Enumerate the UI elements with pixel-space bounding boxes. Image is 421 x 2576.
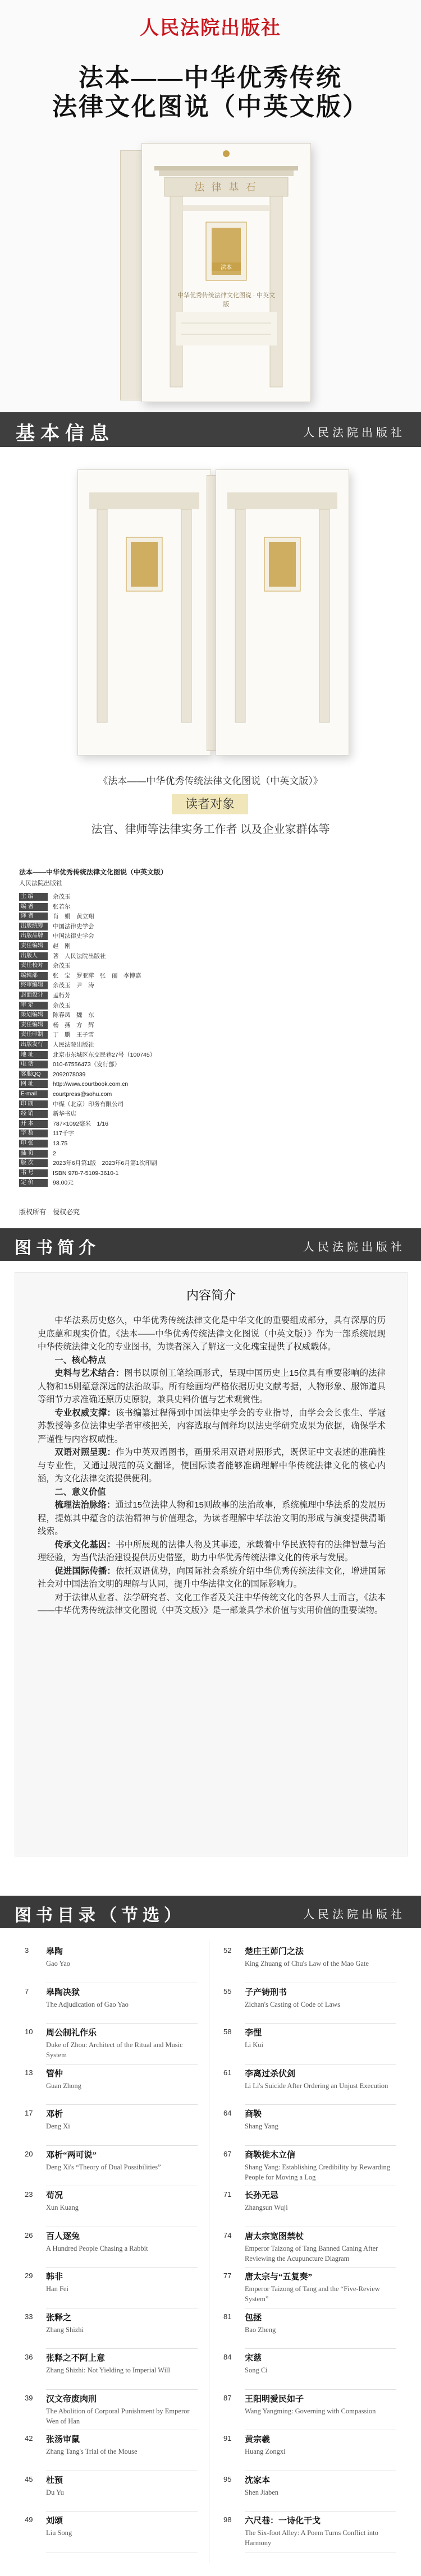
toc-page-number: 29 xyxy=(25,2271,33,2280)
cip-value: 人民法院出版社 xyxy=(53,1042,94,1048)
cip-label: 出版人 xyxy=(19,952,48,960)
intro-text: 依托双语优势，向国际社会系统介绍中华优秀传统法律文化，增进国际社会对中国法治文明的理解与认同，提升中华法律文化的国际影响力。 xyxy=(38,1566,386,1589)
cip-row xyxy=(19,1080,266,1089)
cip-label: 字 数 xyxy=(19,1130,48,1137)
cip-row xyxy=(19,992,266,1001)
toc-title-en: Deng Xi xyxy=(46,2122,70,2130)
toc-title-zh: 唐太宗与“五复奏” xyxy=(245,2273,313,2282)
toc-title-en: Wang Yangming: Governing with Compassion xyxy=(245,2407,376,2415)
toc-title-zh: 刘颂 xyxy=(46,2517,63,2526)
intro-text: 二、意义价值 xyxy=(54,1487,106,1497)
cip-value: http://www.courtbook.com.cn xyxy=(53,1081,129,1088)
cip-label: 审 定 xyxy=(19,1002,48,1010)
toc-page-number: 67 xyxy=(223,2149,232,2158)
toc-page-number: 20 xyxy=(25,2149,33,2158)
cip-value: 中国法律史学会 xyxy=(53,923,94,930)
cip-label: 客服QQ xyxy=(19,1071,48,1079)
toc-page-number: 39 xyxy=(25,2393,33,2402)
cip-label: 版 次 xyxy=(19,1159,48,1167)
cip-title: 法本——中华优秀传统法律文化图说（中英文版） xyxy=(19,868,168,876)
toc-page-number: 7 xyxy=(25,1987,29,1996)
cip-row xyxy=(19,1051,266,1060)
cip-row xyxy=(19,903,266,912)
books-photo xyxy=(0,447,421,767)
intro-paragraph xyxy=(38,1591,386,1618)
cip-row xyxy=(19,1159,266,1168)
cip-row xyxy=(19,1021,266,1030)
book-back-cover xyxy=(77,469,211,755)
intro-subheading xyxy=(38,1354,386,1367)
section-publisher: 人民法院出版社 xyxy=(303,1909,405,1921)
cip-row xyxy=(19,1002,266,1011)
cip-label: 定 价 xyxy=(19,1179,48,1187)
toc-title-zh: 商鞅 xyxy=(245,2110,262,2119)
toc-title-zh: 皋陶决狱 xyxy=(46,1988,80,1997)
cip-row xyxy=(19,932,266,941)
cip-row xyxy=(19,1011,266,1020)
toc-title-en: Li Li's Suicide After Ordering an Unjust Execution xyxy=(245,2081,388,2090)
cip-row xyxy=(19,942,266,951)
toc-separator xyxy=(245,2348,396,2349)
toc-page-number: 55 xyxy=(223,1987,232,1996)
toc-page-number: 74 xyxy=(223,2231,232,2239)
toc-title-zh: 汉文帝废肉刑 xyxy=(46,2394,97,2404)
product-title: 《法本——中华优秀传统法律文化图说（中英文版）》 xyxy=(98,776,323,786)
cip-row xyxy=(19,1110,266,1119)
toc-separator xyxy=(46,2348,198,2349)
toc-title-en: The Six-foot Alley: A Poem Turns Conflict into Harmony xyxy=(245,2529,378,2547)
cip-label: 终审编辑 xyxy=(19,981,48,989)
section-title: 基本信息 xyxy=(16,423,115,444)
toc-title-en: Zichan's Casting of Code of Laws xyxy=(245,2000,340,2008)
intro-text: 一、核心特点 xyxy=(54,1355,106,1365)
gate-illustration-right xyxy=(216,470,349,755)
intro-paragraph xyxy=(38,1314,386,1354)
hero-title-line2: 法律文化图说（中英文版） xyxy=(52,93,369,121)
cip-row xyxy=(19,1071,266,1080)
toc-title-zh: 商鞅徙木立信 xyxy=(245,2150,296,2160)
toc-title-zh: 王阳明爱民如子 xyxy=(245,2394,304,2404)
cover-caption: 中华优秀传统法律文化图说 · 中英文版 xyxy=(177,292,276,308)
toc-title-zh: 杜预 xyxy=(46,2476,63,2485)
intro-text: 作为中英双语图书，画册采用双语对照形式，既保证中文表述的准确性与专业性，又通过规范的英文翻译，使国际读者能够准确理解中华传统法律文化的核心内涵，为文化法律交流提供便利。 xyxy=(38,1448,386,1483)
toc-separator xyxy=(46,2023,198,2024)
toc-title-en: Zhang Shizhi: Not Yielding to Imperial Will xyxy=(46,2366,170,2374)
cip-info-block xyxy=(19,867,266,1218)
cip-value: 新华书店 xyxy=(53,1110,76,1118)
cip-row xyxy=(19,1061,266,1070)
toc-title-en: Han Fei xyxy=(46,2285,68,2293)
intro-lead: 梳理法治脉络： xyxy=(54,1500,116,1510)
cip-label: 书 号 xyxy=(19,1169,48,1177)
toc-title-en: Zhang Tang's Trial of the Mouse xyxy=(46,2448,138,2455)
toc-separator xyxy=(245,2104,396,2105)
toc-separator xyxy=(245,2023,396,2024)
cip-value: courtpress@sohu.com xyxy=(53,1091,112,1098)
audience-heading: 读者对象 xyxy=(172,794,248,814)
toc-title-en: King Zhuang of Chu's Law of the Mao Gate xyxy=(245,1960,369,1967)
toc-page-number: 33 xyxy=(25,2312,33,2321)
cip-value: ISBN 978-7-5109-3610-1 xyxy=(53,1169,119,1177)
cip-value: 杨 燕 方 辉 xyxy=(53,1021,94,1029)
cip-row xyxy=(19,1150,266,1159)
toc-page-number: 91 xyxy=(223,2434,232,2443)
publisher-name: 人民法院出版社 xyxy=(140,18,281,39)
cip-row xyxy=(19,923,266,932)
cip-subtitle: 人民法院出版社 xyxy=(19,880,62,887)
cip-row xyxy=(19,1120,266,1129)
cip-value: 余茂玉 xyxy=(53,893,71,900)
toc-separator xyxy=(245,2267,396,2268)
toc-title-en: Emperor Taizong of Tang and the “Five-Review System” xyxy=(245,2285,380,2303)
cip-rows xyxy=(19,893,266,1185)
intro-lead: 促进国际传播： xyxy=(54,1566,116,1576)
toc-separator xyxy=(46,2511,198,2512)
book-front-cover xyxy=(216,469,349,755)
section-publisher: 人民法院出版社 xyxy=(303,1241,405,1254)
toc-title-en: Zhangsun Wuji xyxy=(245,2204,288,2211)
cip-row xyxy=(19,1169,266,1178)
cip-value: 余茂玉 尹 涛 xyxy=(53,982,94,989)
cip-value: 陈春凤 魏 东 xyxy=(53,1012,94,1019)
cip-row xyxy=(19,981,266,990)
toc-title-en: Liu Song xyxy=(46,2529,72,2537)
toc-page-number: 13 xyxy=(25,2068,33,2077)
cip-row xyxy=(19,913,266,921)
toc-separator xyxy=(245,2064,396,2065)
toc-title-zh: 百人逐兔 xyxy=(46,2232,80,2241)
intro-box xyxy=(15,1272,408,1856)
toc-title-en: A Hundred People Chasing a Rabbit xyxy=(46,2244,148,2252)
toc-title-en: Emperor Taizong of Tang Banned Caning After Reviewing the Acupuncture Diagram xyxy=(245,2244,378,2262)
cip-value: 著 人民法院出版社 xyxy=(53,952,106,960)
section-banner-toc xyxy=(0,1896,421,1928)
toc-page-number: 77 xyxy=(223,2271,232,2280)
cip-row xyxy=(19,1140,266,1149)
cip-row xyxy=(19,962,266,971)
intro-paragraph xyxy=(38,1446,386,1486)
toc-page-number: 36 xyxy=(25,2353,33,2361)
toc-page-number: 87 xyxy=(223,2393,232,2402)
toc-title-en: Shang Yang xyxy=(245,2122,278,2130)
toc-title-zh: 张释之 xyxy=(46,2313,72,2322)
toc-title-zh: 黄宗羲 xyxy=(245,2435,271,2444)
intro-paragraph xyxy=(38,1407,386,1446)
cip-label: 责任编辑 xyxy=(19,942,48,950)
intro-lead: 传承文化基因： xyxy=(54,1540,116,1550)
cip-row xyxy=(19,1100,266,1109)
cip-label: 主 编 xyxy=(19,893,48,901)
cip-row xyxy=(19,1041,266,1050)
toc-title-zh: 唐太宗宽囹禁杖 xyxy=(245,2232,304,2241)
toc-title-zh: 宋慈 xyxy=(245,2354,262,2363)
toc-separator xyxy=(46,2389,198,2390)
cip-row xyxy=(19,1179,266,1188)
cip-value: 丁 鹏 王子雪 xyxy=(53,1031,94,1039)
toc-title-en: Xun Kuang xyxy=(46,2204,79,2211)
toc-title-en: Li Kui xyxy=(245,2041,263,2049)
cip-label: 封面设计 xyxy=(19,992,48,999)
cip-value: 北京市东城区东交民巷27号（100745） xyxy=(53,1051,156,1058)
toc-separator xyxy=(245,2389,396,2390)
cip-value: 117千字 xyxy=(53,1130,74,1137)
toc-page-number: 10 xyxy=(25,2027,33,2036)
toc-separator xyxy=(46,2145,198,2146)
intro-subheading xyxy=(38,1486,386,1499)
cip-label: 印 张 xyxy=(19,1140,48,1148)
cip-value: 13.75 xyxy=(53,1140,68,1147)
cip-value: 2092078039 xyxy=(53,1071,86,1078)
cip-value: 孟朽芳 xyxy=(53,992,71,999)
audience-text: 法官、律师等法律实务工作者 以及企业家群体等 xyxy=(91,823,330,836)
hero-section xyxy=(0,0,421,412)
cip-value: 中国法律史学会 xyxy=(53,933,94,940)
toc-page-number: 71 xyxy=(223,2190,232,2199)
toc-page-number: 49 xyxy=(25,2515,33,2524)
cip-value: 98.00元 xyxy=(53,1179,74,1187)
intro-text: 中华法系历史悠久，中华优秀传统法律文化是中华文化的重要组成部分，具有深厚的历史底蕴和现实价值。《法本——中华优秀传统法律文化图说（中英文版）》作为一部系统展现中华传统法律文化的专业图书，为读者深入了解这一文化瑰宝提供了权威载体。 xyxy=(38,1316,386,1352)
cip-label: 开 本 xyxy=(19,1120,48,1128)
cip-value: 787×1092毫米 1/16 xyxy=(53,1120,108,1127)
toc-page-number: 26 xyxy=(25,2231,33,2239)
toc-title-zh: 韩非 xyxy=(46,2273,63,2282)
toc-page-number: 98 xyxy=(223,2515,232,2524)
cip-label: 出版品牌 xyxy=(19,932,48,940)
toc-title-en: Guan Zhong xyxy=(46,2081,81,2090)
cip-row xyxy=(19,1031,266,1040)
cip-value: 赵 刚 xyxy=(53,943,71,950)
intro-body xyxy=(38,1314,386,1618)
section-title: 图书目录（节选） xyxy=(15,1906,185,1925)
toc-title-en: Du Yu xyxy=(46,2488,64,2496)
toc-title-zh: 张汤审鼠 xyxy=(46,2435,80,2444)
cip-value: 010-67556473（发行部） xyxy=(53,1061,121,1068)
toc-separator xyxy=(46,2267,198,2268)
cip-row xyxy=(19,1090,266,1099)
toc-title-en: Song Ci xyxy=(245,2366,268,2374)
cip-value: 张 宝 罗亚萍 张 丽 李博嘉 xyxy=(53,972,141,979)
cip-label: 插 页 xyxy=(19,1150,48,1158)
cip-label: 策划编辑 xyxy=(19,1011,48,1019)
book-cover-image xyxy=(141,143,311,402)
cip-label: 编辑部 xyxy=(19,972,48,980)
toc-title-en: Bao Zheng xyxy=(245,2325,276,2334)
cip-value: 余茂玉 xyxy=(53,962,71,970)
cip-label: 印 刷 xyxy=(19,1100,48,1108)
toc-page-number: 23 xyxy=(25,2190,33,2199)
cip-label: 经 销 xyxy=(19,1110,48,1118)
cip-value: 余茂玉 xyxy=(53,1002,71,1009)
toc-title-zh: 皋陶 xyxy=(46,1947,63,1956)
cip-footer: 版权所有 侵权必究 xyxy=(19,1208,80,1216)
toc-separator xyxy=(46,2064,198,2065)
toc-title-zh: 长孙无忌 xyxy=(245,2191,279,2200)
cip-label: 电 话 xyxy=(19,1061,48,1068)
toc-page-number: 3 xyxy=(25,1946,29,1955)
toc-title-zh: 邓析 xyxy=(46,2110,63,2119)
cip-value: 肖 娟 黄立翔 xyxy=(53,913,94,920)
cip-label: 责任校对 xyxy=(19,962,48,970)
cip-label: 责任印制 xyxy=(19,1031,48,1039)
cip-row xyxy=(19,893,266,902)
toc-page-number: 42 xyxy=(25,2434,33,2443)
intro-text: 通过15位法律人物和15则故事的法治故事，系统梳理中华法系的发展历程，提炼其中蕴含的法治精神与价值理念，为读者理解中华法治文明的形成与演变提供清晰线索。 xyxy=(38,1500,386,1536)
cip-label: 出版发行 xyxy=(19,1041,48,1049)
toc-page-number: 17 xyxy=(25,2109,33,2117)
cip-label: E-mail xyxy=(19,1090,48,1098)
cip-value: 张若尔 xyxy=(53,903,71,910)
toc-title-zh: 六尺巷：一诗化干戈 xyxy=(245,2517,321,2526)
toc-page-number: 45 xyxy=(25,2474,33,2483)
toc-title-en: Shen Jiaben xyxy=(245,2488,279,2496)
section-banner-basic-info xyxy=(0,412,421,447)
toc-title-en: Deng Xi's “Theory of Dual Possibilities” xyxy=(46,2163,161,2171)
toc-title-en: The Abolition of Corporal Punishment by Emperor Wen of Han xyxy=(46,2407,190,2425)
toc-title-zh: 楚庄王茆门之法 xyxy=(245,1947,304,1956)
section-banner-intro xyxy=(0,1228,421,1261)
cip-label: 网 址 xyxy=(19,1080,48,1088)
intro-text: 图书以原创工笔绘画形式，呈现中国历史上15位具有重要影响的法律人物和15则蕴意深远的法治故事。所有绘画均严格依据历史文献考据，人物形象、服饰道具等细节力求准确还原历史原貌，兼具史料价值与艺术观赏性。 xyxy=(38,1368,386,1404)
cip-label: 编 著 xyxy=(19,903,48,911)
toc-title-en: The Adjudication of Gao Yao xyxy=(46,2000,129,2008)
cip-label: 出版统筹 xyxy=(19,923,48,930)
toc-title-en: Shang Yang: Establishing Credibility by Rewarding People for Moving a Log xyxy=(245,2163,391,2181)
intro-paragraph xyxy=(38,1538,386,1565)
cip-value: 中煤（北京）印务有限公司 xyxy=(53,1100,123,1108)
toc-title-zh: 李悝 xyxy=(245,2029,262,2038)
cover-sub-label: 法本 xyxy=(212,262,241,271)
intro-lead: 专业权威支撑： xyxy=(54,1408,116,1418)
toc-title-zh: 包拯 xyxy=(245,2313,262,2322)
cip-label: 责任编辑 xyxy=(19,1021,48,1029)
toc-page-number: 84 xyxy=(223,2353,232,2361)
toc-separator xyxy=(46,2104,198,2105)
hero-title-line1: 法本——中华优秀传统 xyxy=(79,64,342,91)
toc-page-number: 52 xyxy=(223,1946,232,1955)
toc-title-zh: 子产铸刑书 xyxy=(245,1988,287,1997)
intro-heading: 内容简介 xyxy=(186,1288,236,1302)
toc-title-en: Zhang Shizhi xyxy=(46,2325,84,2334)
toc-page-number: 61 xyxy=(223,2068,232,2077)
intro-text: 对于法律从业者、法学研究者、文化工作者及关注中华传统文化的各界人士而言，《法本——中华优秀传统法律文化图说（中英文版）》是一部兼具学术价值与实用价值的重要读物。 xyxy=(38,1592,386,1615)
toc-title-zh: 管仲 xyxy=(46,2069,63,2079)
toc-title-zh: 荀况 xyxy=(46,2191,63,2200)
intro-text: 书中所展现的法律人物及其事迹，承载着中华民族特有的法律智慧与治理经验，为当代法治建设提供历史借鉴，助力中华优秀传统法律文化的传承与发展。 xyxy=(38,1540,386,1563)
gate-illustration-left xyxy=(78,470,210,755)
toc-title-zh: 李离过杀伏剑 xyxy=(245,2069,296,2079)
cip-row xyxy=(19,952,266,961)
toc-title-en: Gao Yao xyxy=(46,1960,71,1967)
toc-page-number: 81 xyxy=(223,2312,232,2321)
intro-text: 该书编纂过程得到中国法律史学会的专业指导，由学会会长张生、学冠苏教授等多位法律史学者审核把关，内容选取与阐释均以法史学研究成果为依据，确保学术严谨性与内容权威性。 xyxy=(38,1408,386,1444)
intro-paragraph xyxy=(38,1367,386,1407)
toc-title-en: Huang Zongxi xyxy=(245,2448,286,2455)
cip-label: 译 者 xyxy=(19,913,48,920)
toc-page-number: 64 xyxy=(223,2109,232,2117)
toc-page-number: 58 xyxy=(223,2027,232,2036)
toc-page-number: 95 xyxy=(223,2474,232,2483)
toc-title-zh: 邓析“两可说” xyxy=(46,2150,97,2160)
toc-title-zh: 张释之不阿上意 xyxy=(46,2354,106,2363)
cip-value: 2023年6月第1版 2023年6月第1次印刷 xyxy=(53,1160,157,1167)
section-publisher: 人民法院出版社 xyxy=(303,427,405,439)
intro-paragraph xyxy=(38,1565,386,1591)
intro-paragraph xyxy=(38,1499,386,1538)
toc-title-zh: 沈家本 xyxy=(245,2476,271,2485)
cip-value: 2 xyxy=(53,1150,56,1157)
cip-row xyxy=(19,1130,266,1139)
toc-separator xyxy=(245,2511,396,2512)
cover-gate-text: 法 律 基 石 xyxy=(194,182,258,193)
toc-separator xyxy=(245,2145,396,2146)
toc-title-en: Duke of Zhou: Architect of the Ritual and Music System xyxy=(46,2041,183,2059)
intro-lead: 史料与艺术结合： xyxy=(54,1368,125,1378)
section-title: 图书简介 xyxy=(15,1239,100,1257)
cip-label: 地 址 xyxy=(19,1051,48,1059)
intro-lead: 双语对照呈现： xyxy=(54,1448,116,1457)
toc-title-zh: 周公制礼作乐 xyxy=(46,2029,97,2038)
cip-row xyxy=(19,972,266,981)
